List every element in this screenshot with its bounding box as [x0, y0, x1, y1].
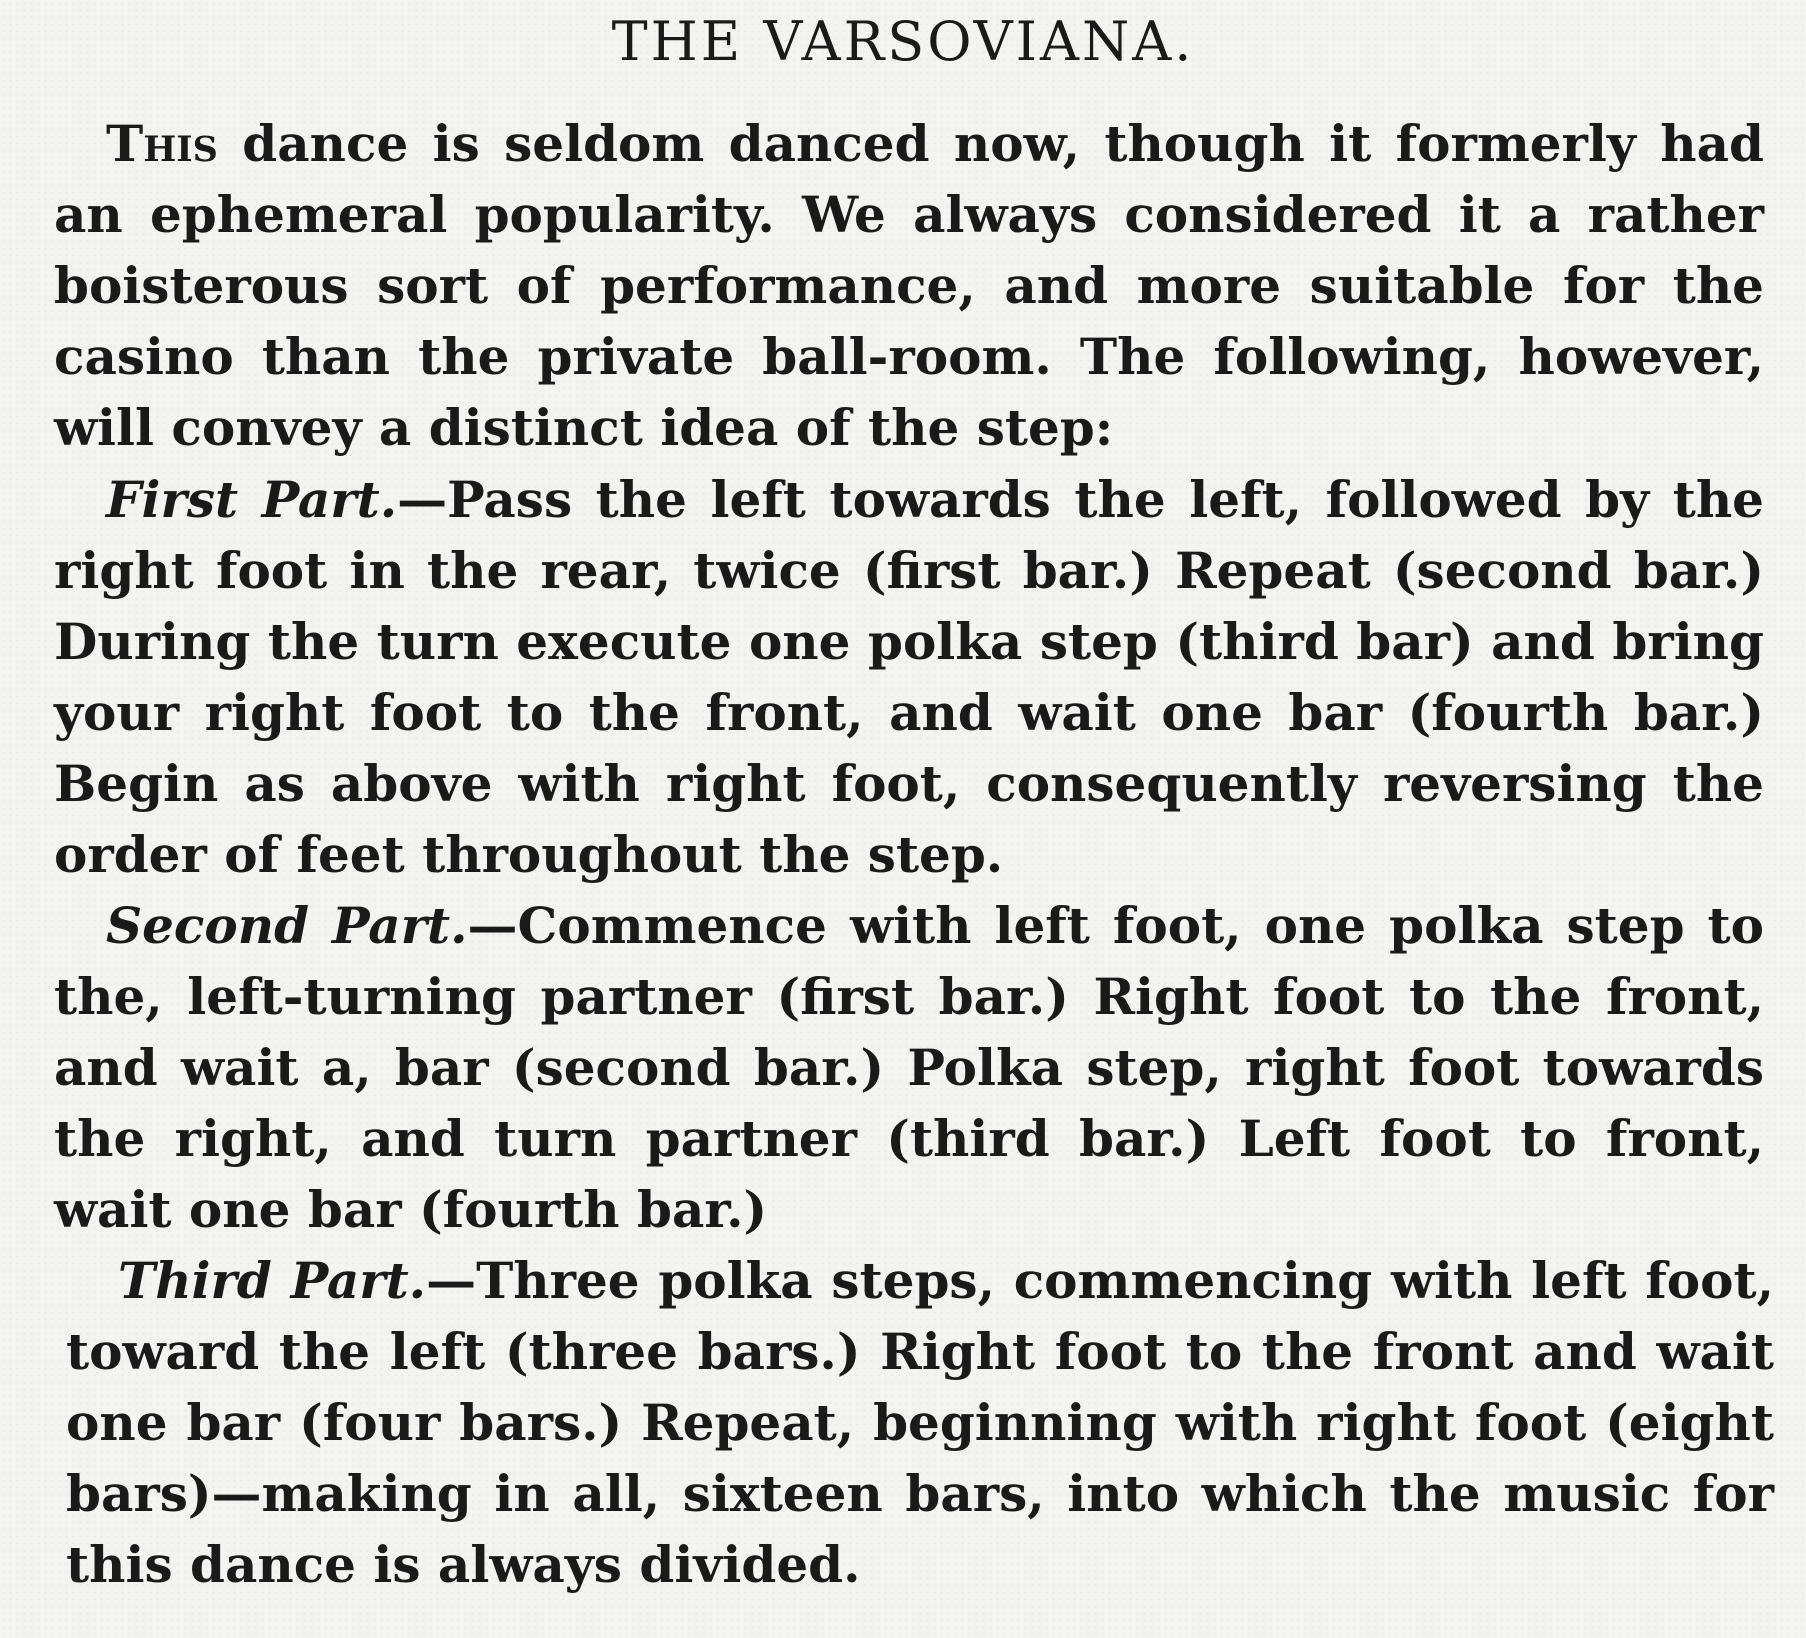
- third-part-heading: Third Part.: [118, 1251, 427, 1310]
- second-part-text: —Commence with left foot, one polka step to the, left-turning partner (first bar.) Right foot to the front, and wait a, bar (second bar.) Polka step, right foot towards the right, and turn partner (third bar.) Left foot to front, wait one bar (fourth bar.): [54, 896, 1764, 1239]
- third-part-text: —Three polka steps, commencing with left foot, toward the left (three bars.) Right foot to the front and wait one bar (four bars.) Repeat, beginning with right foot (eight bars)—making in all, sixteen bars, into which the music for this dance is always divided.: [66, 1251, 1775, 1594]
- intro-lead-word: This: [106, 114, 218, 173]
- first-part-text: —Pass the left towards the left, followed by the right foot in the rear, twice (first bar.) Repeat (second bar.) During the turn execute one polka step (third bar) and bring your right foot to the front, and wait one bar (fourth bar.) Begin as above with right foot, consequently reversing the order of feet throughout the step.: [54, 470, 1764, 884]
- second-part-paragraph: [54, 890, 1764, 1245]
- first-part-paragraph: [54, 464, 1764, 890]
- third-part-paragraph: [66, 1245, 1774, 1600]
- intro-text: dance is seldom danced now, though it formerly had an ephemeral popularity. We always considered it a rather boisterous sort of performance, and more suitable for the casino than the private ball-room. The following, however, will convey a distinct idea of the step:: [54, 114, 1764, 457]
- intro-paragraph: [54, 108, 1764, 463]
- page-title: [0, 6, 1806, 78]
- first-part-heading: First Part.: [106, 470, 398, 529]
- title-text: THE VARSOVIANA.: [611, 10, 1195, 73]
- second-part-heading: Second Part.: [106, 896, 468, 955]
